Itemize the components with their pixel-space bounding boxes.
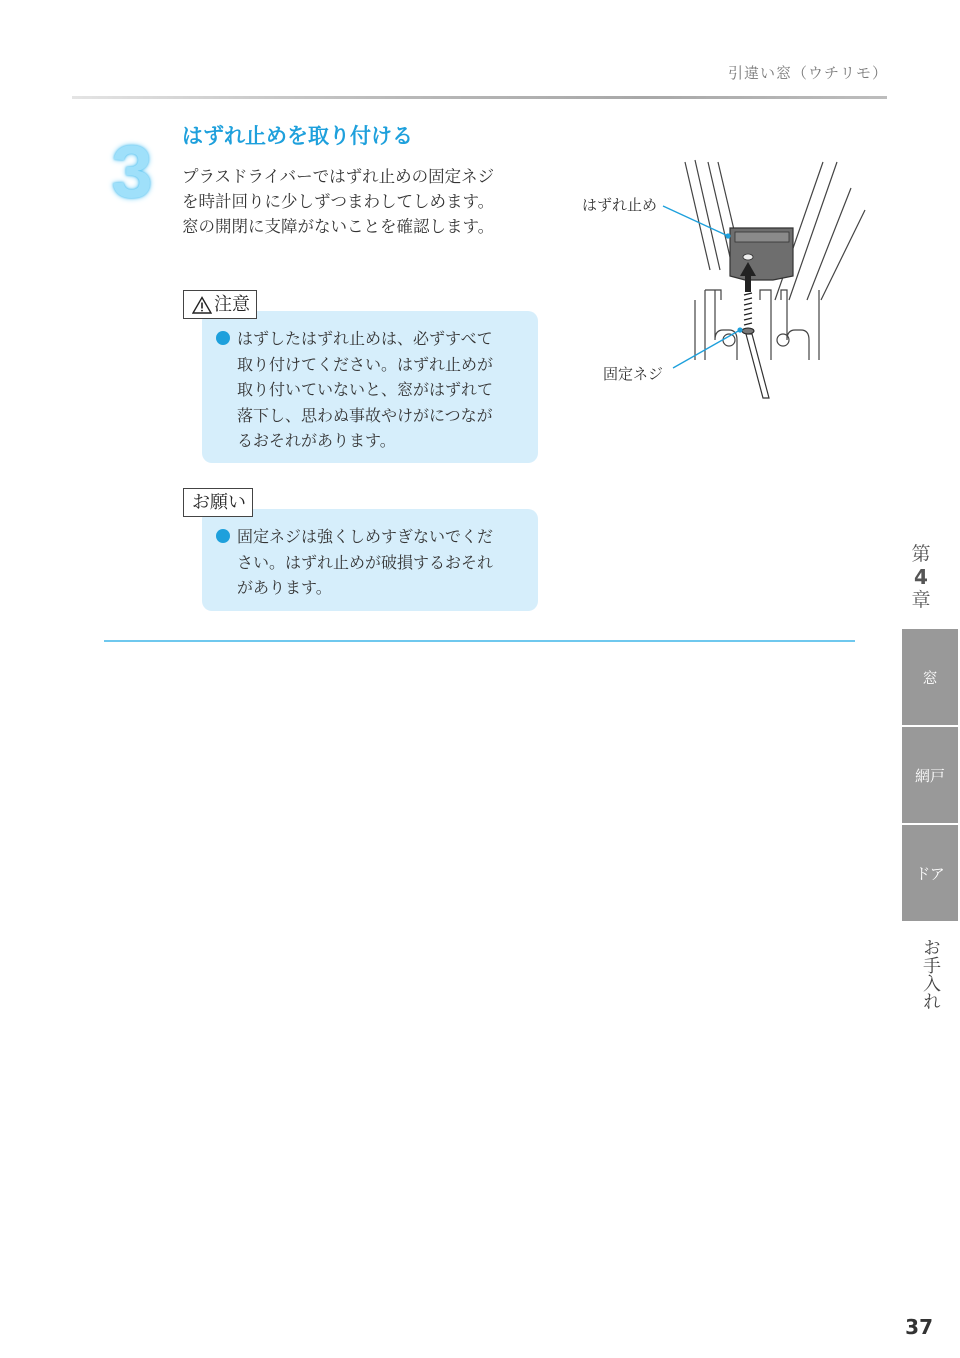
chapter-number: 4 bbox=[914, 565, 928, 589]
bullet-icon bbox=[216, 331, 230, 345]
caution-line: るおそれがあります。 bbox=[237, 431, 396, 450]
step-instructions bbox=[182, 164, 552, 239]
request-text bbox=[216, 524, 493, 601]
tab-window[interactable]: 窓 bbox=[902, 629, 958, 725]
step-number: 3 bbox=[111, 130, 153, 213]
caution-line: はずしたはずれ止めは、必ずすべて bbox=[216, 326, 493, 352]
request-line: さい。はずれ止めが破損するおそれ bbox=[237, 552, 494, 572]
chapter-label bbox=[902, 543, 940, 612]
caution-label bbox=[183, 290, 257, 319]
page-number: 37 bbox=[905, 1315, 933, 1339]
request-line: があります。 bbox=[237, 578, 332, 597]
chapter-suffix: 章 bbox=[911, 589, 931, 611]
tab-screen[interactable]: 網戸 bbox=[902, 727, 958, 823]
tab-care-current[interactable]: お手入れ bbox=[920, 938, 941, 1010]
bullet-icon bbox=[216, 529, 230, 543]
caution-line: 取り付いていないと、窓がはずれて bbox=[237, 380, 494, 399]
request-label-text: お願い bbox=[192, 492, 246, 513]
caution-text bbox=[216, 326, 493, 454]
header-divider bbox=[72, 96, 887, 99]
caution-line: 落下し、思わぬ事故やけがにつなが bbox=[237, 405, 493, 425]
warning-triangle-icon bbox=[192, 296, 212, 314]
instruction-line: プラスドライバーではずれ止めの固定ネジ bbox=[182, 167, 495, 186]
stopper-label: はずれ止め bbox=[582, 196, 658, 214]
caution-label-text: 注意 bbox=[214, 294, 250, 315]
request-label bbox=[183, 488, 253, 517]
instruction-line: 窓の開閉に支障がないことを確認します。 bbox=[182, 217, 495, 236]
chapter-prefix: 第 bbox=[911, 543, 931, 565]
stopper-illustration bbox=[575, 150, 875, 410]
tab-door[interactable]: ドア bbox=[902, 825, 958, 921]
step-title: はずれ止めを取り付ける bbox=[182, 124, 413, 148]
section-title: 引違い窓（ウチリモ） bbox=[727, 64, 888, 82]
section-divider bbox=[104, 640, 855, 642]
screw-label: 固定ネジ bbox=[603, 365, 664, 383]
request-line: 固定ネジは強くしめすぎないでくだ bbox=[216, 524, 493, 550]
instruction-line: を時計回りに少しずつまわしてしめます。 bbox=[182, 192, 495, 211]
caution-line: 取り付けてください。はずれ止めが bbox=[237, 354, 494, 374]
